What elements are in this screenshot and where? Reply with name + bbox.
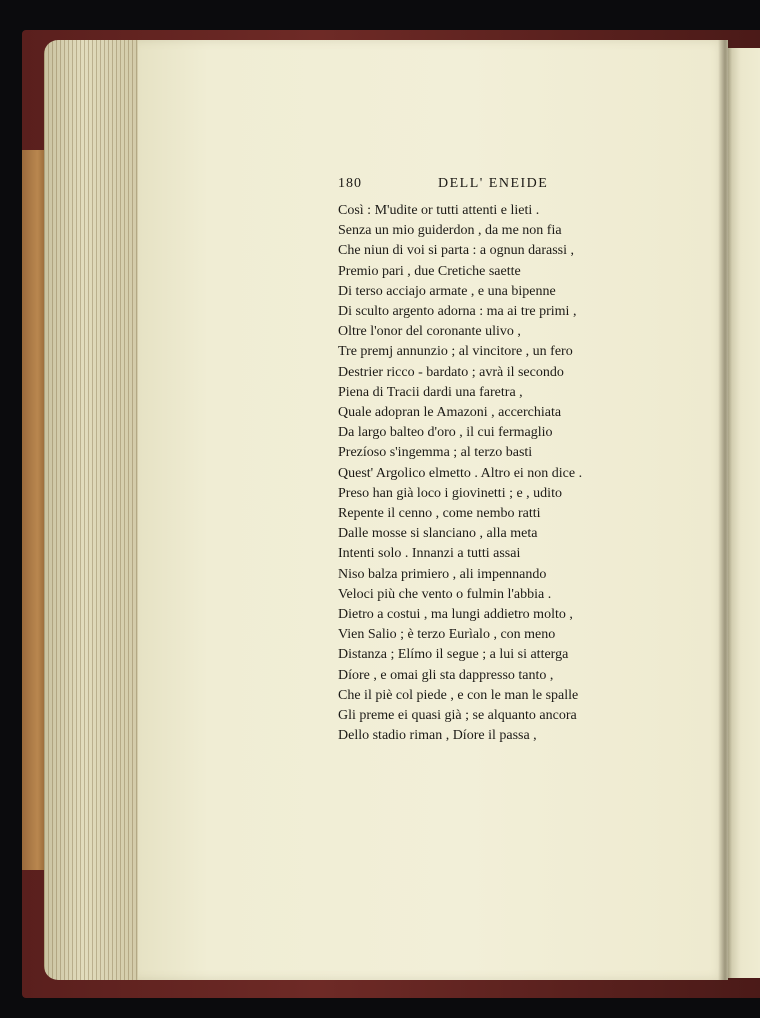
verse-line: Quest' Argolico elmetto . Altro ei non dice . bbox=[338, 465, 583, 481]
verse-line: Repente il cenno , come nembo ratti bbox=[338, 506, 541, 522]
page-number: 180 bbox=[338, 176, 362, 191]
verse-list bbox=[338, 201, 638, 746]
verse-line: Dietro a costui , ma lungi addietro molto , bbox=[338, 607, 573, 623]
verse-line: Distanza ; Elímo il segue ; a lui si atterga bbox=[338, 647, 569, 663]
running-title: DELL' ENEIDE bbox=[438, 176, 549, 191]
verse-line: Di sculto argento adorna : ma ai tre primi , bbox=[338, 304, 577, 320]
verse-line: Da largo balteo d'oro , il cui fermaglio bbox=[338, 425, 553, 441]
facing-page-edge bbox=[728, 48, 760, 978]
running-header bbox=[338, 176, 578, 198]
page-gutter bbox=[718, 40, 732, 980]
verse-line: Quale adopran le Amazoni , accerchiata bbox=[338, 405, 562, 421]
verse-line: Senza un mio guiderdon , da me non fia bbox=[338, 223, 562, 239]
verse-line: Veloci più che vento o fulmin l'abbia . bbox=[338, 586, 552, 602]
verse-line: Díore , e omai gli sta dappresso tanto , bbox=[338, 667, 554, 683]
verse-line: Piena di Tracii dardi una faretra , bbox=[338, 384, 523, 400]
verse-line: Dalle mosse si slanciano , alla meta bbox=[338, 526, 538, 542]
verse-line: Vien Salio ; è terzo Eurìalo , con meno bbox=[338, 627, 556, 643]
verse-line: Che niun di voi si parta : a ognun darassi , bbox=[338, 243, 575, 259]
verse-line: Gli preme ei quasi già ; se alquanto ancora bbox=[338, 708, 577, 724]
verse-line: Oltre l'onor del coronante ulivo , bbox=[338, 324, 521, 340]
verse-line: Di terso acciajo armate , e una bipenne bbox=[338, 283, 556, 299]
verse-line: Destrier ricco - bardato ; avrà il secondo bbox=[338, 364, 564, 380]
verse-line: Dello stadio riman , Díore il passa , bbox=[338, 728, 537, 744]
verse-line: Così : M'udite or tutti attenti e lieti . bbox=[338, 203, 540, 218]
verse-line: Che il piè col piede , e con le man le spalle bbox=[338, 687, 579, 703]
verse-line: Premio pari , due Cretiche saette bbox=[338, 263, 521, 279]
verse-line: Preso han già loco i giovinetti ; e , udito bbox=[338, 485, 562, 501]
verse-line: Prezíoso s'ingemma ; al terzo basti bbox=[338, 445, 533, 461]
verse-line: Niso balza primiero , ali impennando bbox=[338, 566, 547, 582]
verse-line: Intenti solo . Innanzi a tutti assai bbox=[338, 546, 521, 562]
verse-line: Tre premj annunzio ; al vincitore , un fero bbox=[338, 344, 573, 360]
